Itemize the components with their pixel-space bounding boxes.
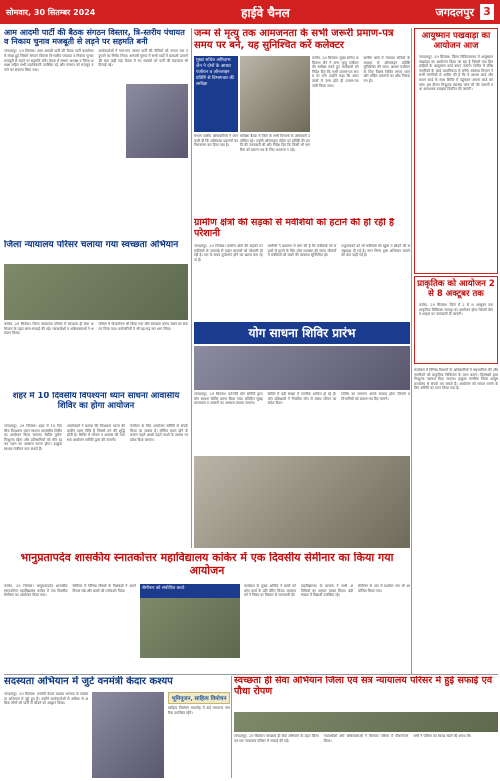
article-headline: सदस्यता अभियान में जुटे वनमंत्री केदार कश्यप <box>4 676 173 687</box>
newspaper-title: हाईवे चैनल <box>241 5 290 20</box>
column-divider <box>231 676 232 778</box>
article-photo <box>4 264 188 320</box>
column-divider <box>191 28 192 548</box>
article-headline: आयुष्मान पखवाड़ा का आयोजन आज <box>421 31 491 51</box>
article-seminar <box>4 552 410 580</box>
article-photo <box>126 84 188 158</box>
ad-box: भूमिपूजन, साहित्य विमोचन साहित्य विमोचन समारोह में कई गणमान्य नागरिक उपस्थित रहेंगे। <box>168 692 230 778</box>
photo-caption: मुख्य सचिव अमिताभ जैन ने दोनों के आधार पंजीयन व ऑनलाइन प्रविष्टि से विभागवार की समीक्षा <box>194 56 238 90</box>
edition-city: जगदलपुर <box>435 5 474 19</box>
article-headline: जन्म से मृत्यु तक आमजनता के सभी जरूरी प्रमाण-पत्र समय पर बने, यह सुनिश्चित करें कलेक्टर <box>194 28 394 51</box>
article-headline: भानुप्रतापदेव शासकीय स्नातकोत्तर महाविद्यालय कांकेर में एक दिवसीय सेमीनार का किया गया आयोजन <box>20 552 394 577</box>
article-headline: प्राकृतिक को आयोजन 2 से 8 अक्टूबर तक <box>417 279 495 299</box>
article-photo <box>194 456 410 548</box>
sidebar-prakritik: प्राकृतिक को आयोजन 2 से 8 अक्टूबर तक कांकेर, 29 सितंबर। जिले में 2 से 8 अक्टूबर तक प्राकृतिक चिकित्सा सप्ताह का आयोजन होगा जिसमें योग व आहार पर जानकारी दी जाएगी। <box>414 276 498 364</box>
article-aap-meeting: आम आदमी पार्टी की बैठक संगठन विस्तार, त्रि-स्तरीय पंचायत व निकाय चुनाव मजबूती से लड़ने पर सहमति बनी जगदलपुर, 29 सितंबर। आम आदमी पार्टी की बैठक पार्टी कार्यालय में संपन्न हुई जिसमें संगठन विस्तार त्रि-स्तरीय पंचायत व निकाय चुनाव मजबूती से लड़ने पर सहमति बनी। बैठक में संभाग अध्यक्ष व जिला अध्यक्ष सहित सभी पदाधिकारी उपस्थित रहे और संगठन को मजबूत बनाने का संकल्प लिया गया। कार्यकर्ताओं ने गांव-गांव जाकर पार्टी की नीतियों को जनता तक पहुंचाने का निर्णय लिया। आगामी चुनाव में सभी वार्डों में प्रत्याशी उतारने की बात कही गई। बैठक में नए सदस्यों को पार्टी की सदस्यता भी दिलाई गई। <box>4 28 188 238</box>
article-headline: योग साधना शिविर प्रारंभ <box>248 326 356 340</box>
article-photo <box>194 346 410 390</box>
column-divider <box>411 28 412 674</box>
article-photo <box>92 692 164 778</box>
issue-date: सोमवार, 30 सितम्बर 2024 <box>6 7 96 17</box>
article-headline: आम आदमी पार्टी की बैठक संगठन विस्तार, त्रि-स्तरीय पंचायत व निकाय चुनाव मजबूती से लड़ने पर सहमति बनी <box>4 28 185 47</box>
caption-box <box>140 584 240 598</box>
article-photo <box>234 712 498 732</box>
article-photo <box>140 598 240 658</box>
article-membership <box>4 676 230 690</box>
article-body: जगदलपुर, 29 सितंबर। आम आदमी पार्टी की बैठक पार्टी कार्यालय में संपन्न हुई जिसमें संगठन विस्तार त्रि-स्तरीय पंचायत व निकाय चुनाव मजबूती से लड़ने पर सहमति बनी। बैठक में संभाग अध्यक्ष व जिला अध्यक्ष सहित सभी पदाधिकारी उपस्थित रहे और संगठन को मजबूत बनाने का संकल्प लिया गया। <box>4 49 94 72</box>
sidebar-ayushman: आयुष्मान पखवाड़ा का आयोजन आज जगदलपुर, 29 सितंबर। जिला चिकित्सालय में आयुष्मान पखवाड़ा का आयोजन किया जा रहा है जिसमें पात्र हितग्राहियों के आयुष्मान कार्ड बनाए जाएंगे। शिविर में वरिष्ठ नागरिकों के कार्ड प्राथमिकता से बनेंगे। स्वास्थ्य विभाग ने सभी नागरिकों से अपील की है कि वे आधार कार्ड और राशन कार्ड के साथ शिविर में पहुंचकर अपना कार्ड बनवाएं। इस दौरान निःशुल्क स्वास्थ्य जांच भी की जाएगी तथा आवश्यक दवाइयां वितरित की जाएंगी। <box>414 28 498 274</box>
article-headline: जिला न्यायालय परिसर चलाया गया स्वच्छता अभियान <box>4 240 179 250</box>
article-court-plantation <box>234 676 498 708</box>
article-headline: शहर में 10 दिवसीय विपश्यना ध्यान साधना आवासीय शिविर का होगा आयोजन <box>12 392 180 411</box>
ad-title: भूमिपूजन, साहित्य विमोचन <box>168 692 230 704</box>
article-yoga <box>194 322 410 344</box>
article-collector-headline <box>194 28 410 52</box>
photo-caption: सेमीनार को संबोधित करते <box>140 584 240 594</box>
article-vipassana <box>4 392 188 418</box>
article-headline: ग्रामीण क्षेत्रों की सड़कों से मवेशियों को हटाने की हो रही है परेशानी <box>194 218 395 239</box>
caption-box <box>194 56 238 132</box>
page-number: 3 <box>480 4 494 20</box>
masthead-bar <box>0 0 500 24</box>
article-cattle <box>194 218 410 240</box>
article-photo <box>240 56 310 132</box>
article-court-cleanliness <box>4 240 188 260</box>
article-headline: स्वच्छता ही सेवा अभियान जिला एवं सत्र न्यायालय परिसर में हुई सफाई एवं पौधा रोपण <box>234 676 493 697</box>
row-divider <box>4 674 498 675</box>
